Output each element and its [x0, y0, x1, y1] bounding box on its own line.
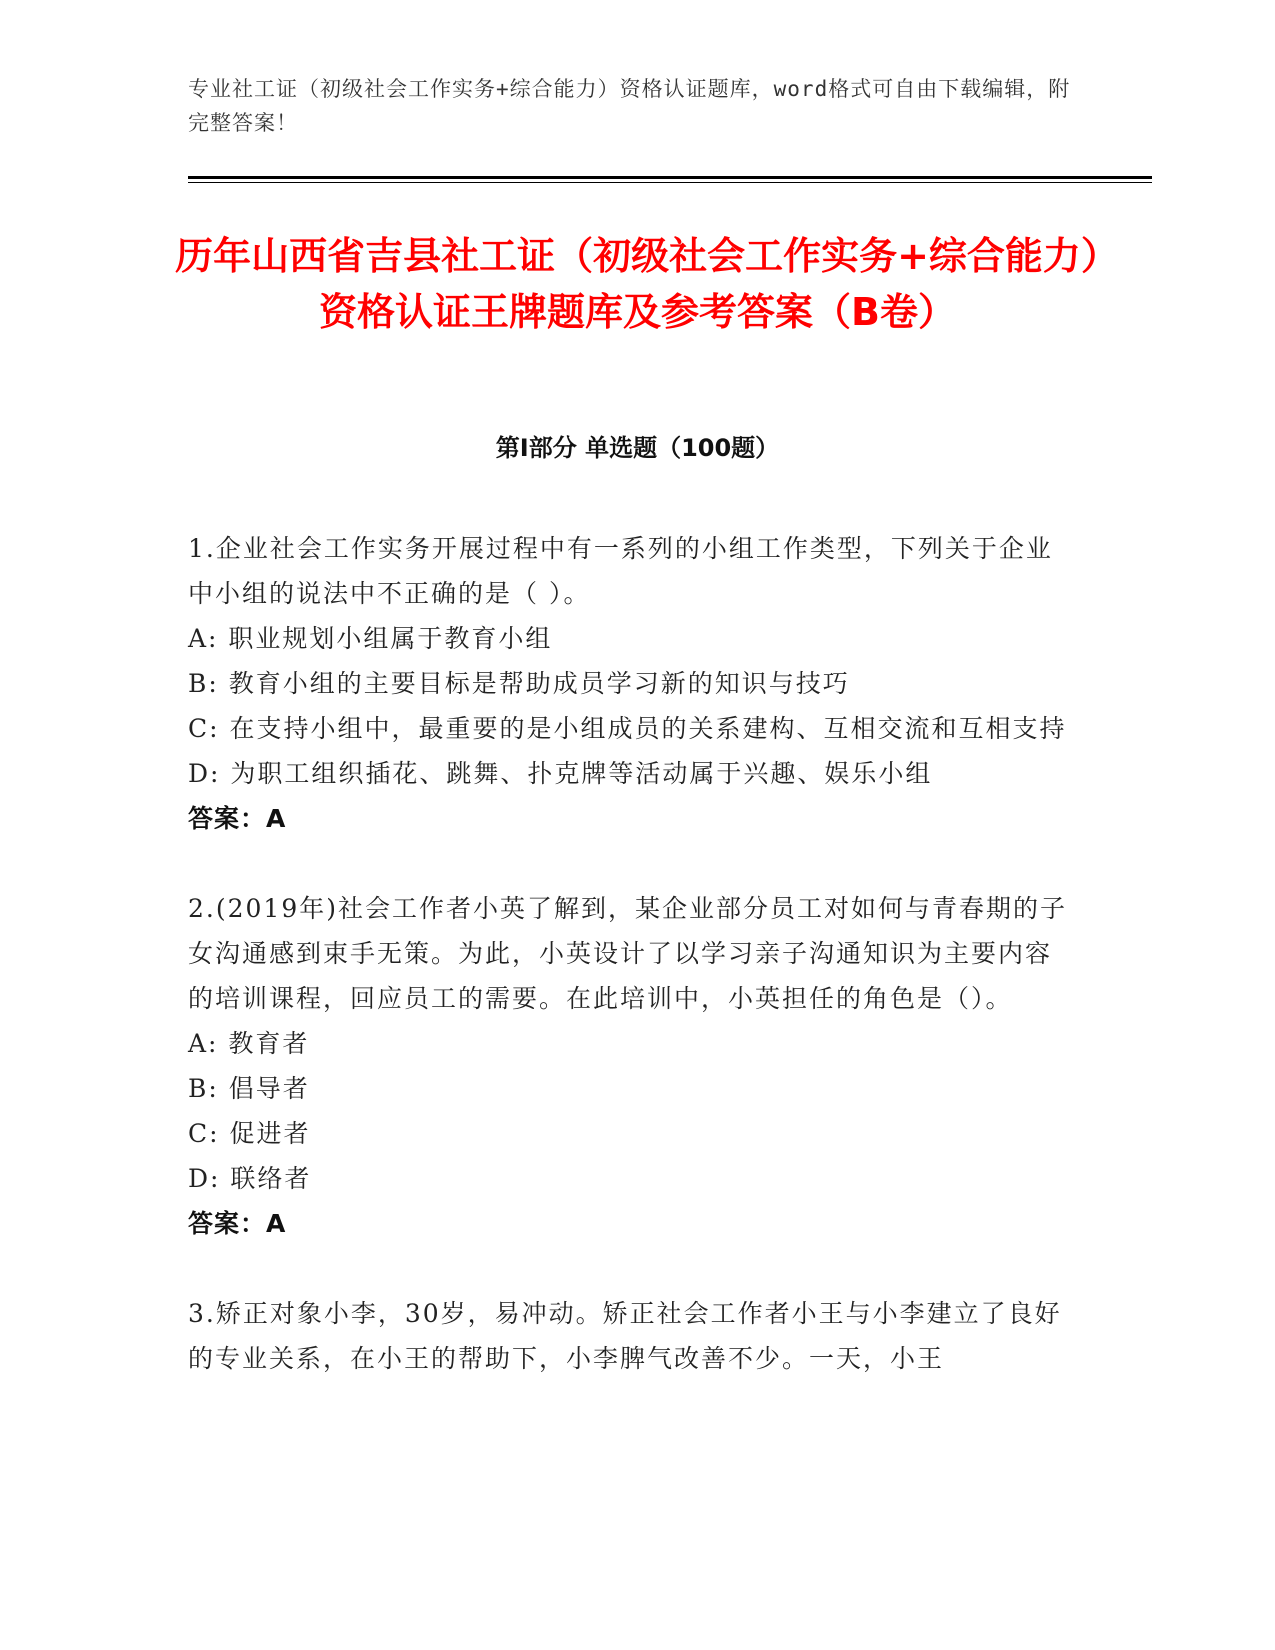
question-2 [188, 886, 1068, 1246]
option-b: B: 倡导者 [188, 1074, 310, 1103]
header-rule-thick [188, 176, 1152, 179]
question-stem: 2.(2019年)社会工作者小英了解到，某企业部分员工对如何与青春期的子女沟通感到束手无策。为此，小英设计了以学习亲子沟通知识为主要内容的培训课程，回应员工的需要。在此培训中，小英担任的角色是（）。 [188, 894, 1067, 1013]
option-d: D: 为职工组织插花、跳舞、扑克牌等活动属于兴趣、娱乐小组 [188, 759, 933, 788]
document-title: 历年山西省吉县社工证（初级社会工作实务+综合能力）资格认证王牌题库及参考答案（B卷） [175, 234, 1100, 334]
header-note: 专业社工证（初级社会工作实务+综合能力）资格认证题库，word格式可自由下载编辑，附完整答案！ [188, 77, 1071, 135]
question-stem: 1.企业社会工作实务开展过程中有一系列的小组工作类型，下列关于企业中小组的说法中不正确的是（ ）。 [188, 534, 1053, 608]
option-a: A: 职业规划小组属于教育小组 [188, 624, 553, 653]
question-3 [188, 1291, 1068, 1381]
option-c: C: 在支持小组中，最重要的是小组成员的关系建构、互相交流和互相支持 [188, 714, 1067, 743]
option-c: C: 促进者 [188, 1119, 311, 1148]
option-d: D: 联络者 [188, 1164, 312, 1193]
question-list [188, 526, 1068, 1426]
section-heading: 第Ⅰ部分 单选题（100题） [495, 434, 780, 462]
answer: 答案：A [188, 804, 287, 833]
question-stem: 3.矫正对象小李，30岁，易冲动。矫正社会工作者小王与小李建立了良好的专业关系，在小王的帮助下，小李脾气改善不少。一天，小王 [188, 1299, 1062, 1373]
option-b: B: 教育小组的主要目标是帮助成员学习新的知识与技巧 [188, 669, 850, 698]
option-a: A: 教育者 [188, 1029, 310, 1058]
header-rule-thin [188, 182, 1152, 183]
answer: 答案：A [188, 1209, 287, 1238]
question-1 [188, 526, 1068, 841]
